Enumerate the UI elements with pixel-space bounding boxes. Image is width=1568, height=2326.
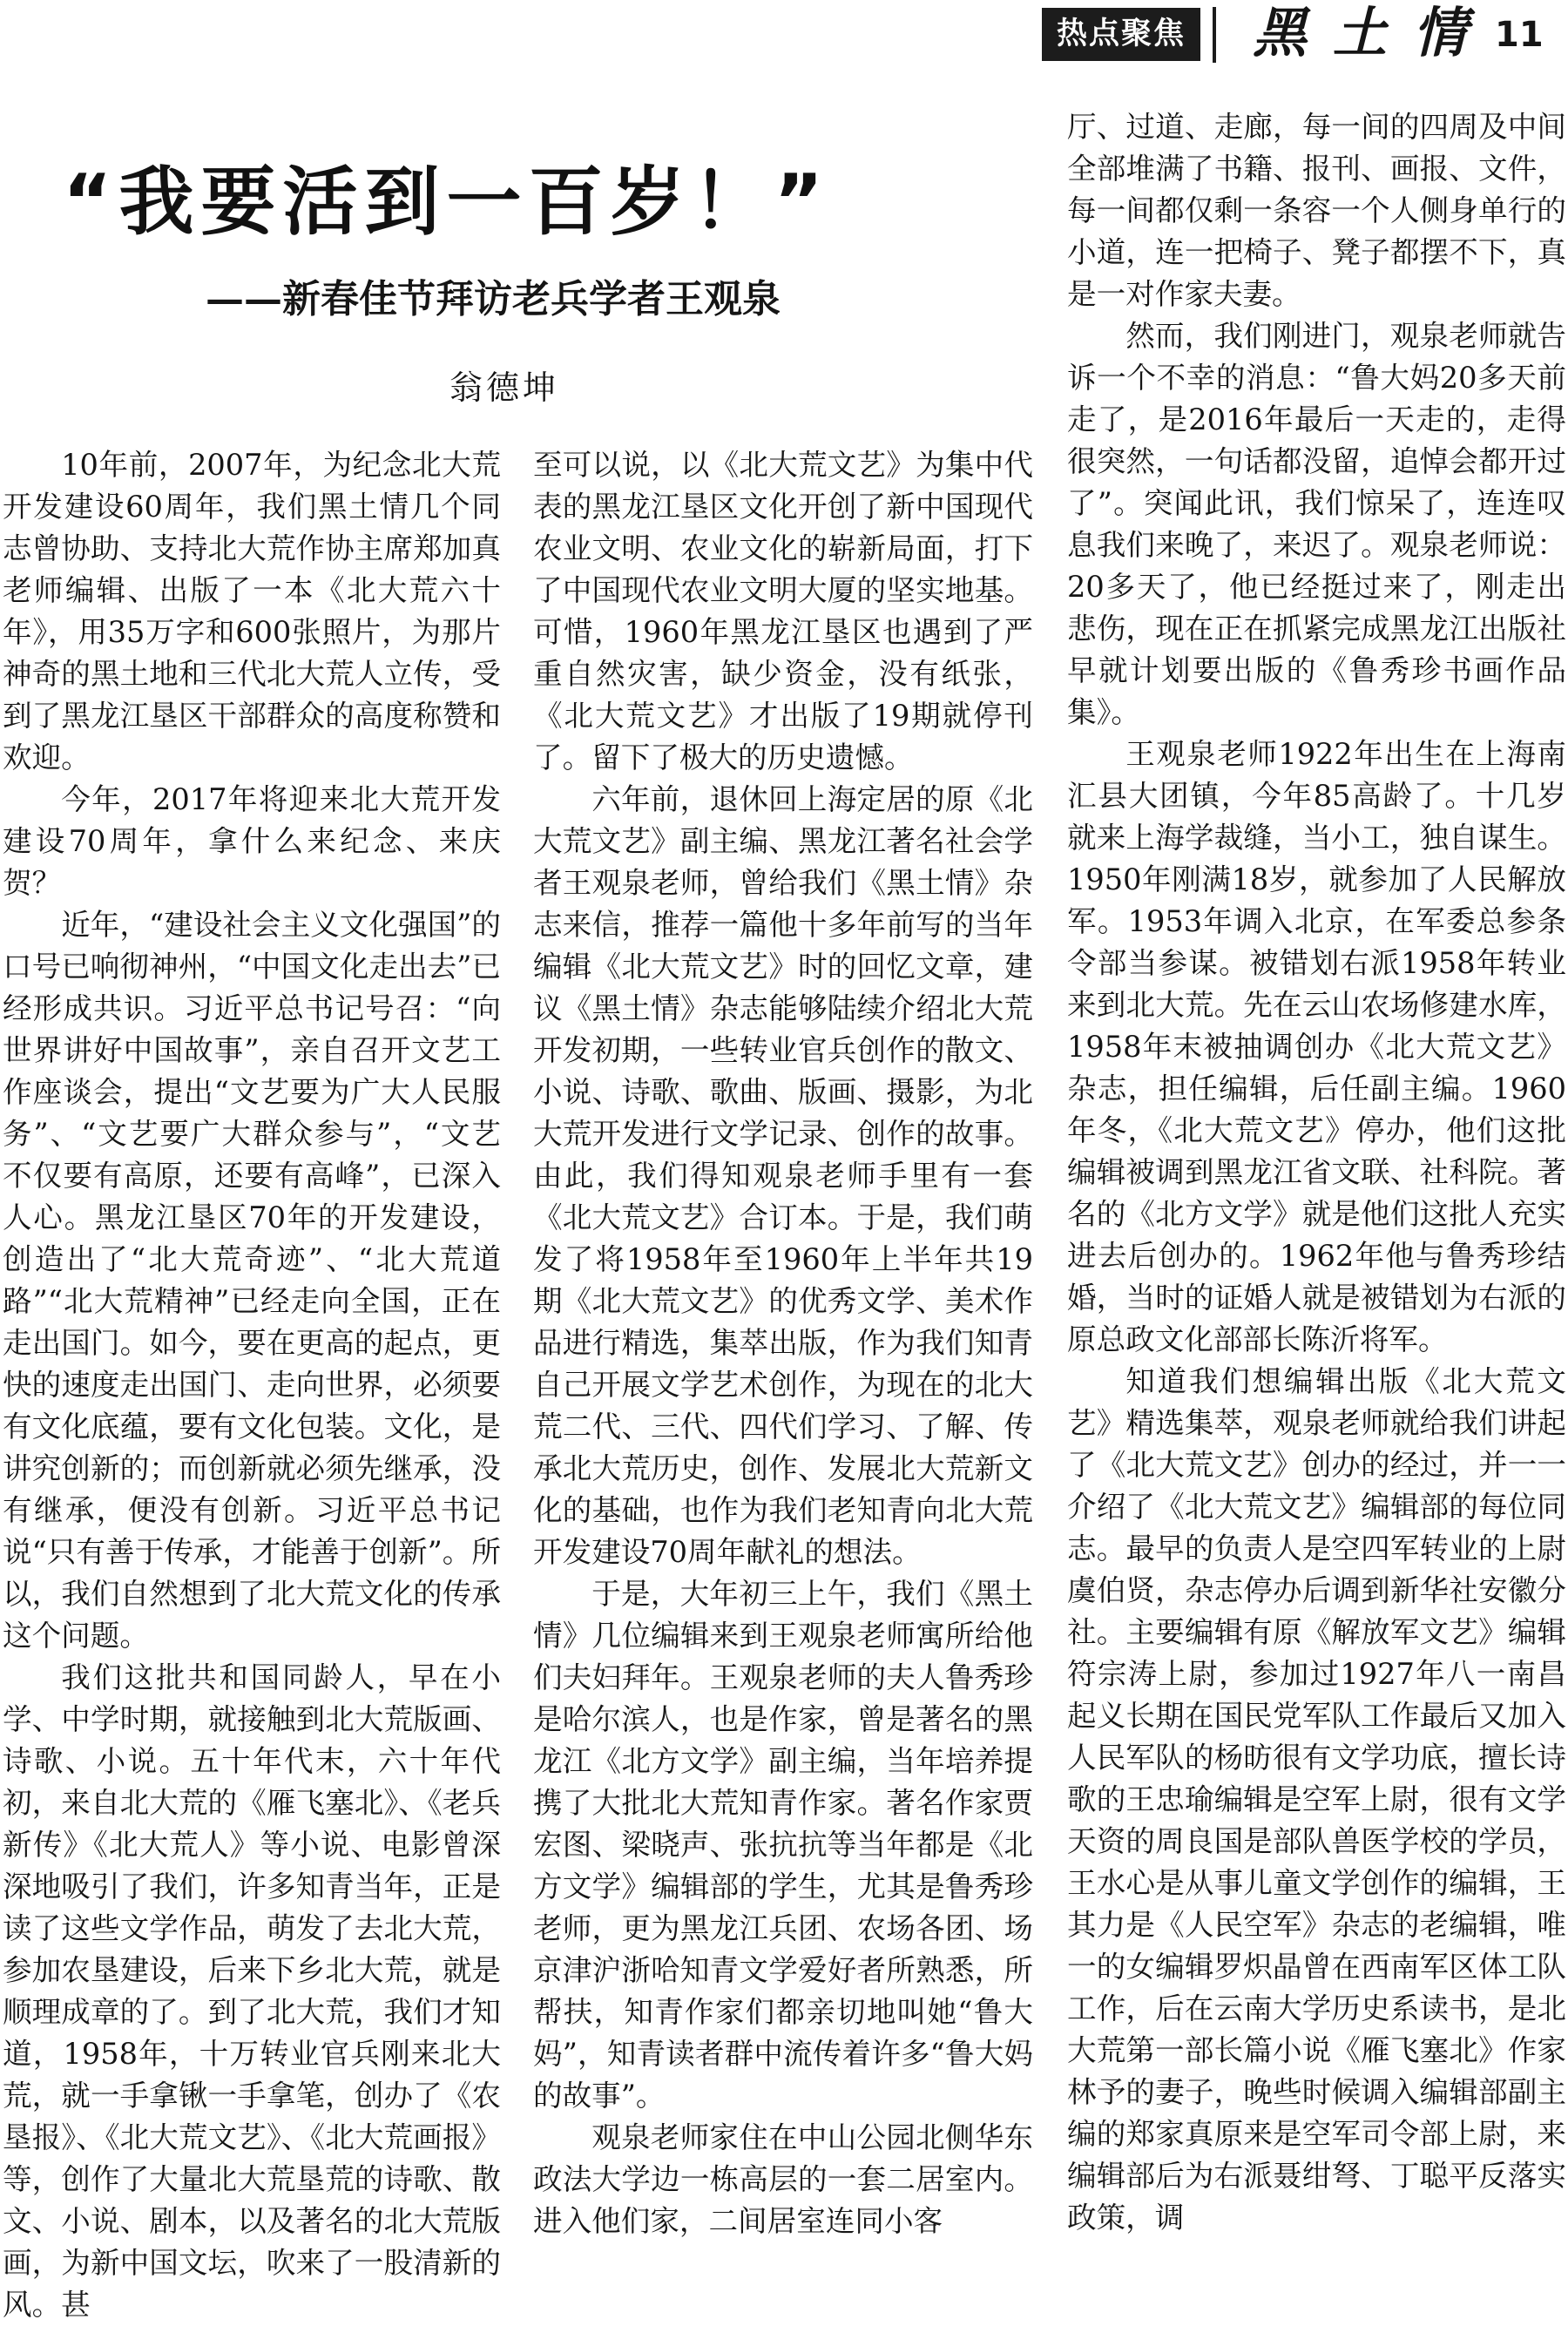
- article-author: 翁德坤: [449, 369, 560, 407]
- paragraph: 今年，2017年将迎来北大荒开发建设70周年，拿什么来纪念、来庆贺？: [3, 782, 501, 900]
- section-tag: 热点聚焦: [1042, 8, 1200, 61]
- paragraph: 我们这批共和国同龄人，早在小学、中学时期，就接触到北大荒版画、诗歌、小说。五十年代末，六十年代初，来自北大荒的《雁飞塞北》、《老兵新传》《北大荒人》等小说、电影曾深深地吸引了我们，许多知青当年，正是读了这些文学作品，萌发了去北大荒，参加农垦建设，后来下乡北大荒，就是顺理成章的了。到了北大荒，我们才知道，1958年，十万转业官兵刚来北大荒，就一手拿锹一手拿笔，创办了《农垦报》、《北大荒文艺》、《北大荒画报》等，创作了大量北大荒垦荒的诗歌、散文、小说、剧本，以及著名的北大荒版画，为新中国文坛，吹来了一股清新的风。甚: [3, 1660, 501, 2322]
- paragraph: 然而，我们刚进门，观泉老师就告诉一个不幸的消息：“鲁大妈20多天前走了，是2016年最后一天走的，走得很突然，一句话都没留，追悼会都开过了”。突闻此讯，我们惊呆了，连连叹息我们来晚了，来迟了。观泉老师说：20多天了，他已经挺过来了，刚走出悲伤，现在正在抓紧完成黑龙江出版社早就计划要出版的《鲁秀珍书画作品集》。: [1067, 319, 1566, 729]
- paragraph: 观泉老师家住在中山公园北侧华东政法大学边一栋高层的一套二居室内。进入他们家，二间居室连同小客: [533, 2120, 1033, 2238]
- paragraph: 10年前，2007年，为纪念北大荒开发建设60周年，我们黑土情几个同志曾协助、支持北大荒作协主席郑加真老师编辑、出版了一本《北大荒六十年》，用35万字和600张照片，为那片神奇的黑土地和三代北大荒人立传，受到了黑龙江垦区干部群众的高度称赞和欢迎。: [3, 448, 501, 774]
- article-column-1: [3, 444, 501, 2322]
- article-subtitle: ——新春佳节拜访老兵学者王观泉: [206, 277, 781, 321]
- article-column-2: [533, 444, 1033, 2266]
- paragraph: 厅、过道、走廊，每一间的四周及中间全部堆满了书籍、报刊、画报、文件，每一间都仅剩一条容一个人侧身单行的小道，连一把椅子、凳子都摆不下，真是一对作家夫妻。: [1067, 110, 1566, 311]
- header-divider: [1213, 7, 1216, 63]
- paragraph: 近年，“建设社会主义文化强国”的口号已响彻神州，“中国文化走出去”已经形成共识。习近平总书记号召：“向世界讲好中国故事”，亲自召开文艺工作座谈会，提出“文艺要为广大人民服务”、“文艺要广大群众参与”，“文艺不仅要有高原，还要有高峰”，已深入人心。黑龙江垦区70年的开发建设，创造出了“北大荒奇迹”、“北大荒道路”“北大荒精神”已经走向全国，正在走出国门。如今，要在更高的起点，更快的速度走出国门、走向世界，必须要有文化底蕴，要有文化包装。文化，是讲究创新的；而创新就必须先继承，没有继承，便没有创新。习近平总书记说“只有善于传承，才能善于创新”。所以，我们自然想到了北大荒文化的传承这个问题。: [3, 908, 501, 1653]
- article-title: “我要活到一百岁！”: [63, 159, 831, 246]
- masthead-title: 黑土情: [1253, 1, 1494, 64]
- paragraph: 王观泉老师1922年出生在上海南汇县大团镇，今年85高龄了。十几岁就来上海学裁缝，当小工，独自谋生。1950年刚满18岁，就参加了人民解放军。1953年调入北京，在军委总参条令部当参谋。被错划右派1958年转业来到北大荒。先在云山农场修建水库，1958年末被抽调创办《北大荒文艺》杂志，担任编辑，后任副主编。1960年冬，《北大荒文艺》停办，他们这批编辑被调到黑龙江省文联、社科院。著名的《北方文学》就是他们这批人充实进去后创办的。1962年他与鲁秀珍结婚，当时的证婚人就是被错划为右派的原总政文化部部长陈沂将军。: [1067, 737, 1566, 1356]
- article-column-3: [1067, 106, 1566, 2266]
- paragraph: 于是，大年初三上午，我们《黑土情》几位编辑来到王观泉老师寓所给他们夫妇拜年。王观泉老师的夫人鲁秀珍是哈尔滨人，也是作家，曾是著名的黑龙江《北方文学》副主编，当年培养提携了大批北大荒知青作家。著名作家贾宏图、梁晓声、张抗抗等当年都是《北方文学》编辑部的学生，尤其是鲁秀珍老师，更为黑龙江兵团、农场各团、场京津沪浙哈知青文学爱好者所熟悉，所帮扶，知青作家们都亲切地叫她“鲁大妈”，知青读者群中流传着许多“鲁大妈的故事”。: [533, 1577, 1033, 2113]
- page-number: 11: [1495, 15, 1544, 55]
- paragraph: 知道我们想编辑出版《北大荒文艺》精选集萃，观泉老师就给我们讲起了《北大荒文艺》创办的经过，并一一介绍了《北大荒文艺》编辑部的每位同志。最早的负责人是空四军转业的上尉虞伯贤，杂志停办后调到新华社安徽分社。主要编辑有原《解放军文艺》编辑符宗涛上尉，参加过1927年八一南昌起义长期在国民党军队工作最后又加入人民军队的杨昉很有文学功底，擅长诗歌的王忠瑜编辑是空军上尉，很有文学天资的周良国是部队兽医学校的学员，王水心是从事儿童文学创作的编辑，王其力是《人民空军》杂志的老编辑，唯一的女编辑罗炽晶曾在西南军区体工队工作，后在云南大学历史系读书，是北大荒第一部长篇小说《雁飞塞北》作家林予的妻子，晚些时候调入编辑部副主编的郑家真原来是空军司令部上尉，来编辑部后为右派聂绀弩、丁聪平反落实政策，调: [1067, 1364, 1566, 2235]
- paragraph: 至可以说，以《北大荒文艺》为集中代表的黑龙江垦区文化开创了新中国现代农业文明、农业文化的崭新局面，打下了中国现代农业文明大厦的坚实地基。可惜，1960年黑龙江垦区也遇到了严重自然灾害，缺少资金，没有纸张，《北大荒文艺》才出版了19期就停刊了。留下了极大的历史遗憾。: [533, 448, 1033, 774]
- paragraph: 六年前，退休回上海定居的原《北大荒文艺》副主编、黑龙江著名社会学者王观泉老师，曾给我们《黑土情》杂志来信，推荐一篇他十多年前写的当年编辑《北大荒文艺》时的回忆文章，建议《黑土情》杂志能够陆续介绍北大荒开发初期，一些转业官兵创作的散文、小说、诗歌、歌曲、版画、摄影，为北大荒开发进行文学记录、创作的故事。由此，我们得知观泉老师手里有一套《北大荒文艺》合订本。于是，我们萌发了将1958年至1960年上半年共19期《北大荒文艺》的优秀文学、美术作品进行精选，集萃出版，作为我们知青自己开展文学艺术创作，为现在的北大荒二代、三代、四代们学习、了解、传承北大荒历史，创作、发展北大荒新文化的基础，也作为我们老知青向北大荒开发建设70周年献礼的想法。: [533, 782, 1033, 1569]
